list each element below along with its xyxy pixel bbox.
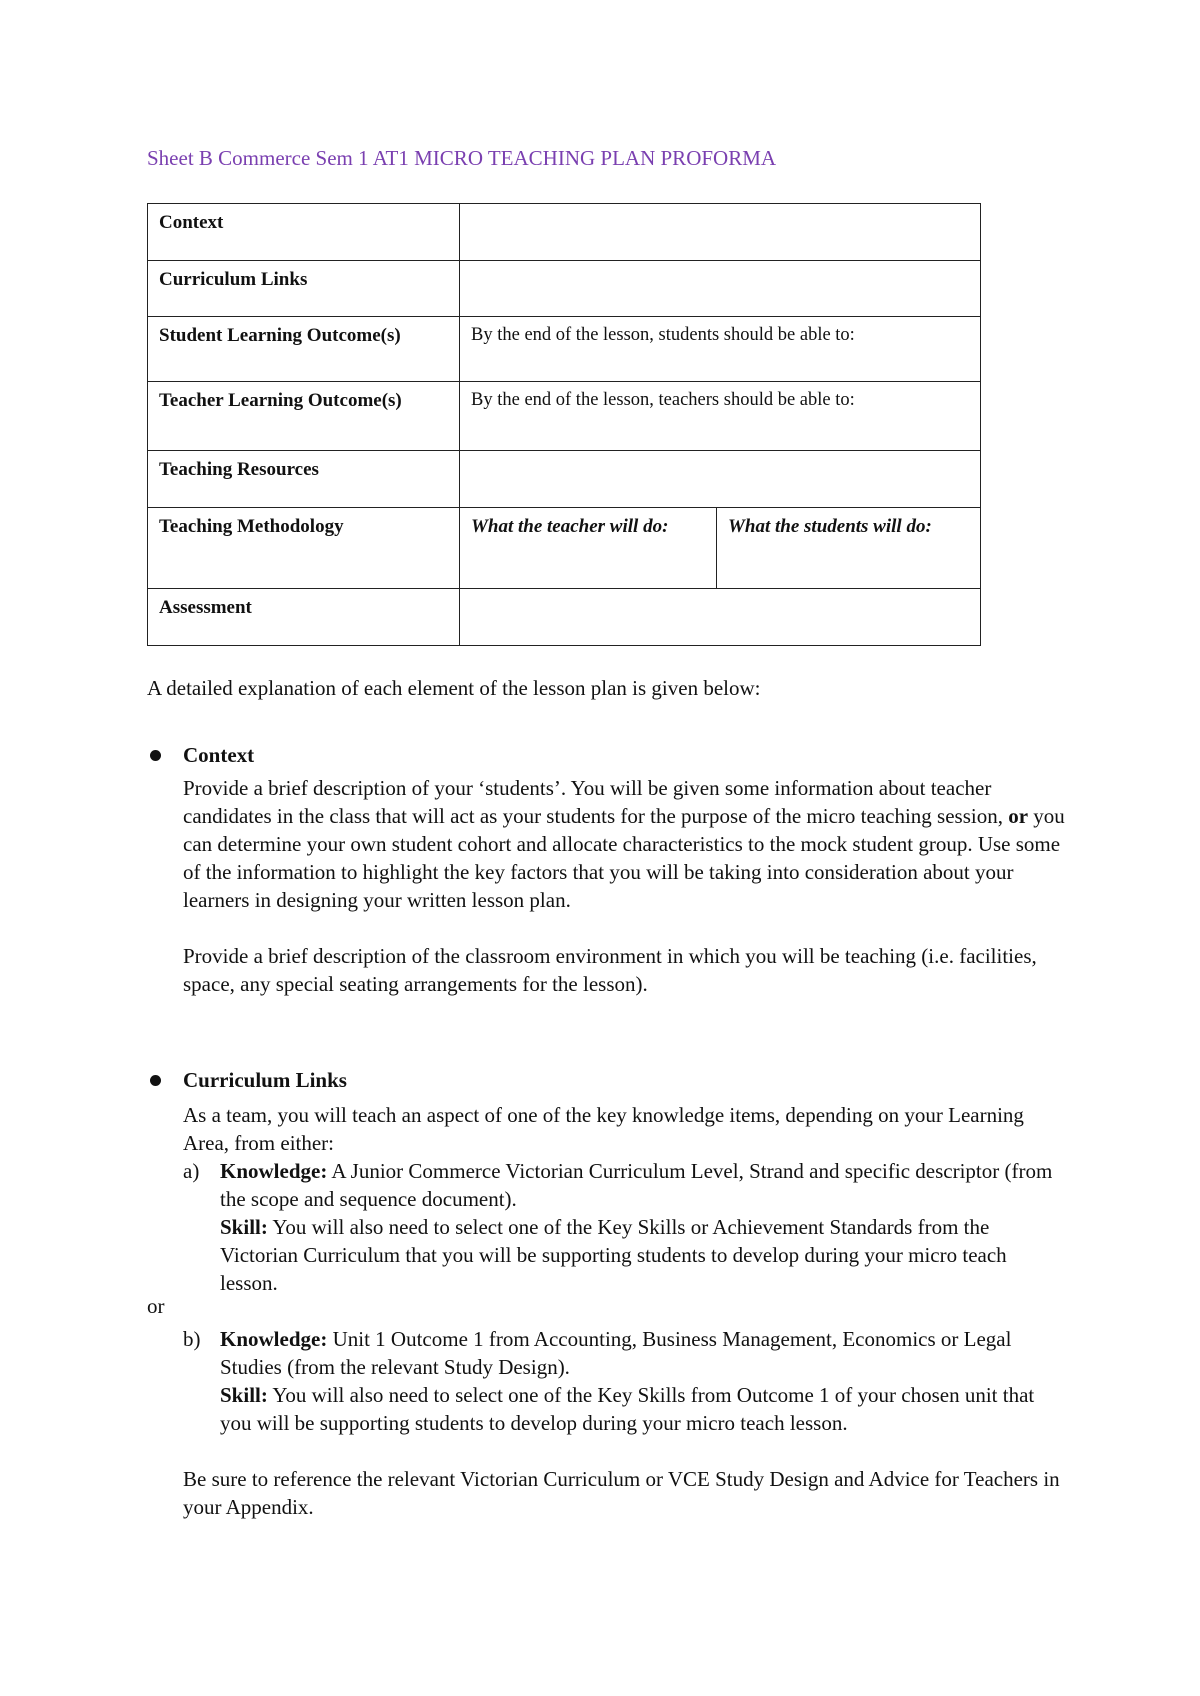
row-label-teaching-resources: Teaching Resources (148, 451, 460, 508)
lesson-plan-table (147, 203, 981, 646)
item-a-knowledge (220, 1157, 1068, 1213)
row-value-context[interactable] (460, 204, 981, 261)
or-separator: or (147, 1294, 165, 1318)
bullet-icon (150, 750, 161, 761)
row-label-teaching-methodology: Teaching Methodology (148, 508, 460, 589)
row-label-student-outcomes: Student Learning Outcome(s) (148, 317, 460, 382)
row-label-teacher-outcomes: Teacher Learning Outcome(s) (148, 382, 460, 451)
skill-label: Skill: (220, 1383, 268, 1407)
table-row (148, 382, 981, 451)
table-row (148, 261, 981, 317)
table-row (148, 589, 981, 646)
table-row (148, 451, 981, 508)
emphasis-or: or (1008, 804, 1029, 828)
page-title: Sheet B Commerce Sem 1 AT1 MICRO TEACHING PLAN PROFORMA (147, 146, 777, 170)
table-row (148, 317, 981, 382)
context-text: you can determine your own student cohort and allocate characteristics to the mock student group. Use some of the information to highlight the key factors that you will be taking into consideration about your learners in designing your written lesson plan. (183, 804, 1065, 912)
bullet-icon (150, 1075, 161, 1086)
table-row (148, 204, 981, 261)
context-paragraph-1 (183, 774, 1068, 914)
context-paragraph-2: Provide a brief description of the classroom environment in which you will be teaching (i.e. facilities, space, any special seating arrangements for the lesson). (183, 944, 1037, 996)
row-value-teacher-outcomes[interactable]: By the end of the lesson, teachers should be able to: (460, 382, 981, 451)
context-body (183, 774, 1068, 998)
item-b-knowledge (220, 1325, 1068, 1381)
list-item-a (183, 1157, 1068, 1297)
row-value-assessment[interactable] (460, 589, 981, 646)
row-value-teacher-will-do[interactable]: What the teacher will do: (460, 508, 717, 589)
knowledge-label: Knowledge: (220, 1159, 328, 1183)
list-item-b (183, 1325, 1068, 1437)
knowledge-text: A Junior Commerce Victorian Curriculum Level, Strand and specific descriptor (from the scope and sequence document). (220, 1159, 1053, 1211)
table-row (148, 508, 981, 589)
row-label-context: Context (148, 204, 460, 261)
curriculum-intro: As a team, you will teach an aspect of one of the key knowledge items, depending on your Learning Area, from either: (183, 1103, 1024, 1155)
knowledge-label: Knowledge: (220, 1327, 328, 1351)
section-heading-context: Context (183, 743, 255, 767)
row-label-curriculum-links: Curriculum Links (148, 261, 460, 317)
row-value-curriculum-links[interactable] (460, 261, 981, 317)
row-value-students-will-do[interactable]: What the students will do: (717, 508, 981, 589)
item-a-skill (220, 1213, 1068, 1297)
knowledge-text: Unit 1 Outcome 1 from Accounting, Business Management, Economics or Legal Studies (from the relevant Study Design). (220, 1327, 1012, 1379)
list-marker: a) (183, 1159, 200, 1183)
row-label-assessment: Assessment (148, 589, 460, 646)
curriculum-closing: Be sure to reference the relevant Victorian Curriculum or VCE Study Design and Advice for Teachers in your Appendix. (183, 1467, 1060, 1519)
curriculum-body (183, 1101, 1068, 1521)
item-b-skill (220, 1381, 1068, 1437)
row-value-student-outcomes[interactable]: By the end of the lesson, students should be able to: (460, 317, 981, 382)
skill-text: You will also need to select one of the Key Skills or Achievement Standards from the Victorian Curriculum that you will be supporting students to develop during your micro teach lesson. (220, 1215, 1007, 1295)
or-spacer (183, 1297, 1068, 1325)
skill-label: Skill: (220, 1215, 268, 1239)
intro-text: A detailed explanation of each element of the lesson plan is given below: (147, 676, 761, 700)
context-text: Provide a brief description of your ‘students’. You will be given some information about teacher candidates in the class that will act as your students for the purpose of the micro teaching session, (183, 776, 1009, 828)
skill-text: You will also need to select one of the Key Skills from Outcome 1 of your chosen unit that you will be supporting students to develop during your micro teach lesson. (220, 1383, 1035, 1435)
section-heading-curriculum-links: Curriculum Links (183, 1068, 347, 1092)
list-marker: b) (183, 1327, 201, 1351)
row-value-teaching-resources[interactable] (460, 451, 981, 508)
